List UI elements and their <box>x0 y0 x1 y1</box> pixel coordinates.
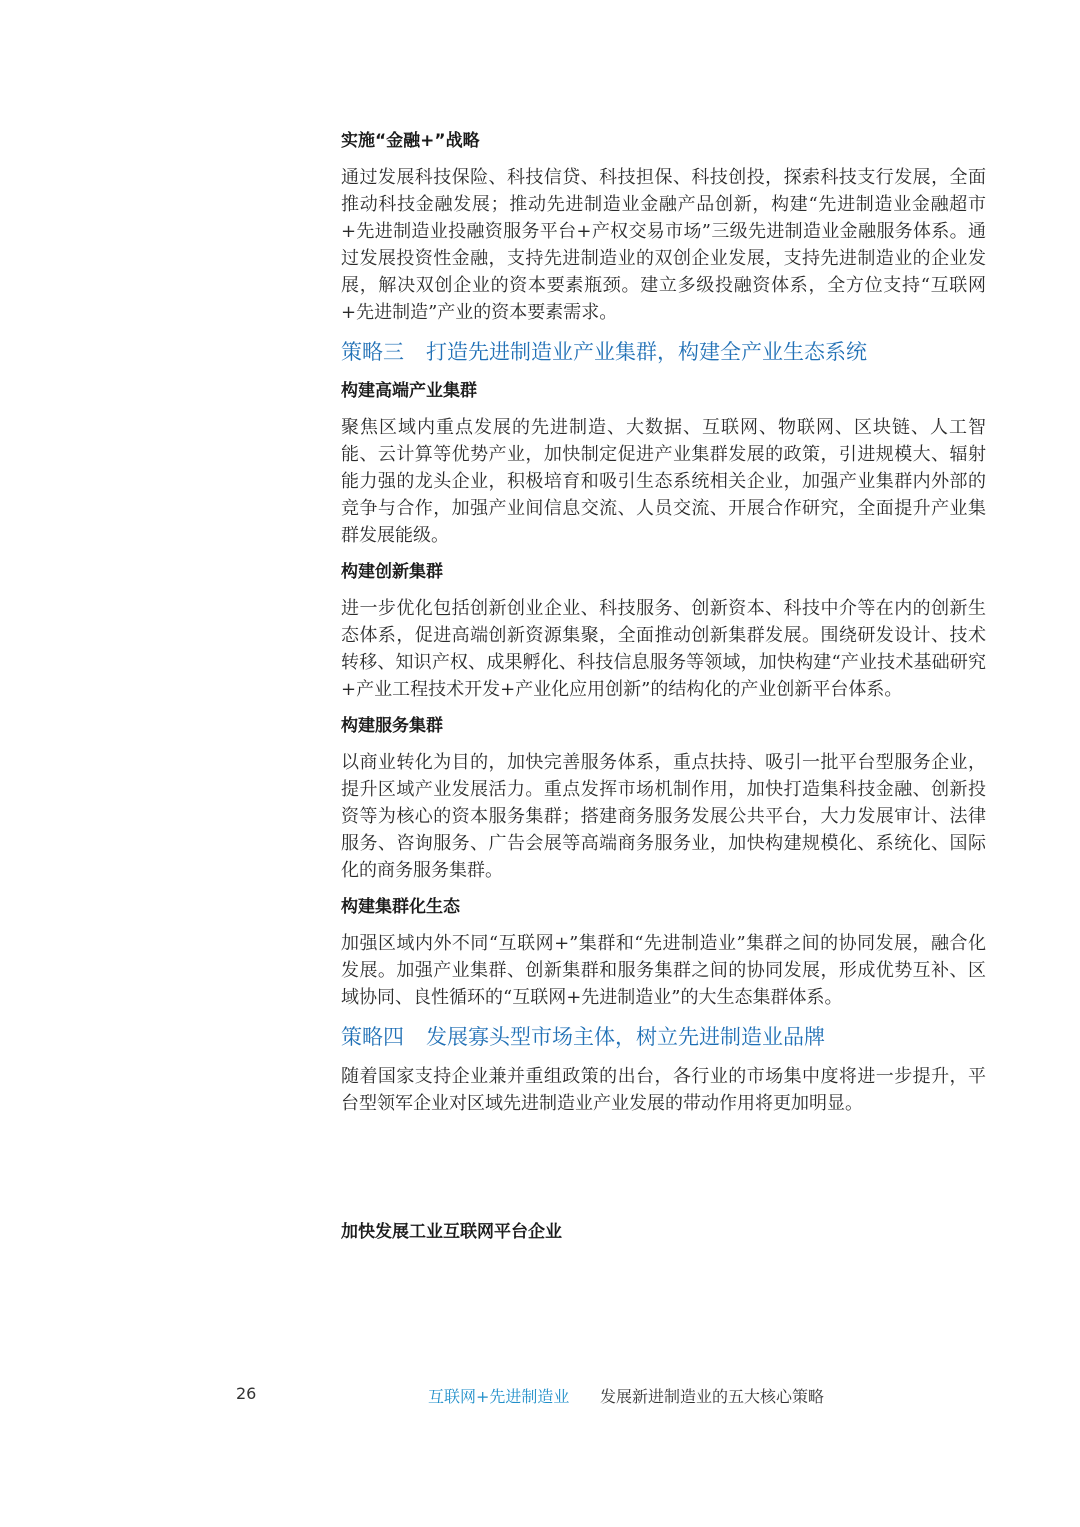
subsection-heading: 构建服务集群 <box>341 716 443 736</box>
strategy-heading <box>341 1021 986 1053</box>
page-number: 26 <box>236 1384 257 1403</box>
strategy-heading <box>341 336 986 368</box>
body-paragraph: 随着国家支持企业兼并重组政策的出台，各行业的市场集中度将进一步提升，平台型领军企业对区域先进制造业产业发展的带动作用将更加明显。 <box>341 1066 986 1114</box>
subsection-heading: 构建高端产业集群 <box>341 381 477 401</box>
strategy-number: 策略四 <box>341 1025 404 1049</box>
subsection-heading: 构建集群化生态 <box>341 897 460 917</box>
subsection-heading: 加快发展工业互联网平台企业 <box>341 1222 562 1242</box>
subsection-heading: 实施“金融+”战略 <box>341 131 480 151</box>
section-gap <box>341 1127 986 1219</box>
body-paragraph: 聚焦区域内重点发展的先进制造、大数据、互联网、物联网、区块链、人工智能、云计算等优势产业，加快制定促进产业集群发展的政策，引进规模大、辐射能力强的龙头企业，积极培育和吸引生态系统相关企业，加强产业集群内外部的竞争与合作，加强产业间信息交流、人员交流、开展合作研究，全面提升产业集群发展能级。 <box>341 417 986 546</box>
page-footer <box>0 1384 1080 1414</box>
body-paragraph: 以商业转化为目的，加快完善服务体系，重点扶持、吸引一批平台型服务企业，提升区域产业发展活力。重点发挥市场机制作用，加快打造集科技金融、创新投资等为核心的资本服务集群；搭建商务服务发展公共平台，大力发展审计、法律服务、咨询服务、广告会展等高端商务服务业，加快构建规模化、系统化、国际化的商务服务集群。 <box>341 752 986 881</box>
strategy-title: 打造先进制造业产业集群，构建全产业生态系统 <box>426 340 867 364</box>
strategy-number: 策略三 <box>341 340 404 364</box>
subsection-heading: 构建创新集群 <box>341 562 443 582</box>
body-paragraph: 加强区域内外不同“互联网+”集群和“先进制造业”集群之间的协同发展，融合化发展。加强产业集群、创新集群和服务集群之间的协同发展，形成优势互补、区域协同、良性循环的“互联网+先进制造业”的大生态集群体系。 <box>341 933 986 1008</box>
footer-brand-title: 互联网+先进制造业 <box>428 1387 570 1406</box>
footer-chapter-title: 发展新进制造业的五大核心策略 <box>600 1387 825 1406</box>
strategy-title: 发展寡头型市场主体，树立先进制造业品牌 <box>426 1025 825 1049</box>
body-paragraph: 进一步优化包括创新创业企业、科技服务、创新资本、科技中介等在内的创新生态体系，促进高端创新资源集聚，全面推动创新集群发展。围绕研发设计、技术转移、知识产权、成果孵化、科技信息服务等领域，加快构建“产业技术基础研究+产业工程技术开发+产业化应用创新”的结构化的产业创新平台体系。 <box>341 598 986 700</box>
body-paragraph: 通过发展科技保险、科技信贷、科技担保、科技创投，探索科技支行发展，全面推动科技金融发展；推动先进制造业金融产品创新，构建“先进制造业金融超市+先进制造业投融资服务平台+产权交易市场”三级先进制造业金融服务体系。通过发展投资性金融，支持先进制造业的双创企业发展，支持先进制造业的企业发展，解决双创企业的资本要素瓶颈。建立多级投融资体系，全方位支持“互联网+先进制造”产业的资本要素需求。 <box>341 167 986 323</box>
page-content <box>341 128 986 1255</box>
